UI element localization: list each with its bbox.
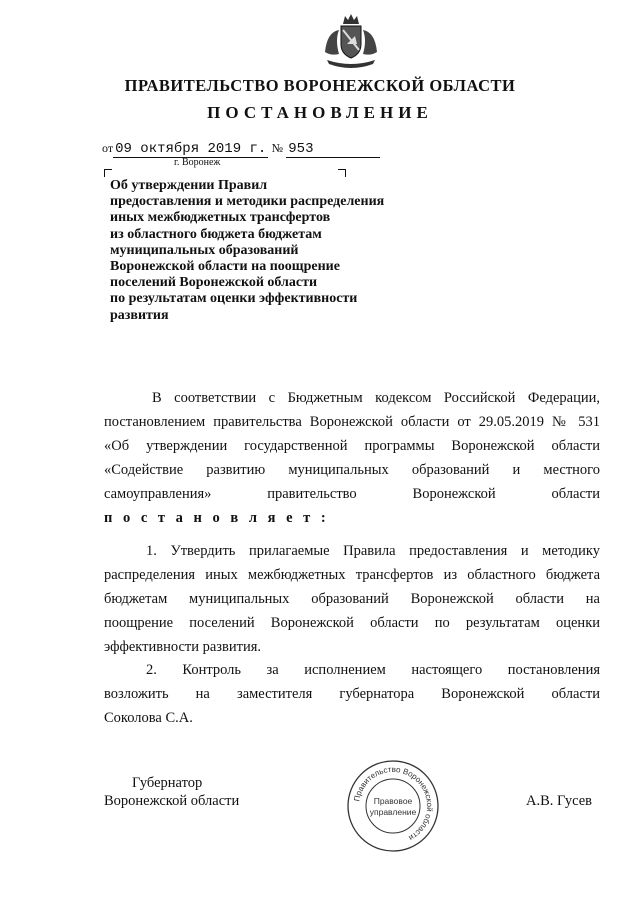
item-2-line: 2. Контроль за исполнением настоящего постановления bbox=[146, 662, 600, 678]
item-1-paragraph bbox=[104, 540, 600, 660]
position-line: Губернатор bbox=[132, 775, 203, 791]
item-2-line: возложить на заместителя губернатора Воронежской области bbox=[104, 685, 600, 702]
stamp-ring-text: Правительство Воронежской области bbox=[352, 764, 435, 843]
item-2-paragraph bbox=[104, 659, 600, 731]
official-stamp bbox=[345, 758, 441, 854]
title-line: предоставления и методики распределения bbox=[110, 194, 385, 210]
position-line: Воронежской области bbox=[104, 793, 240, 809]
item-2-line: Соколова С.А. bbox=[104, 709, 193, 726]
coat-of-arms-emblem bbox=[317, 10, 385, 72]
decree-word: п о с т а н о в л я е т : bbox=[104, 509, 330, 526]
document-subject-title bbox=[110, 178, 430, 324]
title-line: из областного бюджета бюджетам bbox=[110, 226, 322, 242]
preamble-line: «Содействие развитию муниципальных образований и местного bbox=[104, 461, 600, 478]
item-1-line: 1. Утвердить прилагаемые Правила предоставления и методику bbox=[146, 543, 600, 559]
from-label: от bbox=[102, 141, 114, 155]
title-corner-right bbox=[338, 169, 346, 177]
item-1-line: распределения иных межбюджетных трансфертов из областного бюджета bbox=[104, 566, 600, 583]
title-line: развития bbox=[110, 307, 169, 323]
document-number: 953 bbox=[286, 141, 380, 158]
preamble-line: В соответствии с Бюджетным кодексом Российской Федерации, bbox=[152, 390, 600, 406]
date-number-line bbox=[102, 140, 380, 158]
number-label: № bbox=[271, 141, 284, 155]
title-line: Об утверждении Правил bbox=[110, 178, 268, 193]
item-1-line: бюджетам муниципальных образований Воронежской области на bbox=[104, 590, 600, 607]
stamp-center-line: управление bbox=[369, 807, 417, 817]
preamble-line: самоуправления» правительство Воронежской области bbox=[104, 485, 600, 502]
preamble-paragraph bbox=[104, 387, 600, 530]
title-line: по результатам оценки эффективности bbox=[110, 291, 358, 307]
title-line: муниципальных образований bbox=[110, 242, 299, 258]
title-line: Воронежской области на поощрение bbox=[110, 259, 340, 275]
title-line: иных межбюджетных трансфертов bbox=[110, 210, 331, 226]
preamble-line: постановлением правительства Воронежской области от 29.05.2019 № 531 bbox=[104, 413, 600, 430]
title-line: поселений Воронежской области bbox=[110, 275, 318, 291]
signatory-name: А.В. Гусев bbox=[526, 793, 592, 809]
signatory-position bbox=[104, 774, 239, 810]
document-date: 09 октября 2019 г. bbox=[115, 141, 267, 157]
preamble-line: «Об утверждении государственной программы Воронежской области bbox=[104, 437, 600, 454]
government-name: ПРАВИТЕЛЬСТВО ВОРОНЕЖСКОЙ ОБЛАСТИ bbox=[124, 76, 516, 95]
item-1-line: эффективности развития. bbox=[104, 638, 262, 655]
title-corner-left bbox=[104, 169, 112, 177]
document-type-title: ПОСТАНОВЛЕНИЕ bbox=[207, 103, 433, 122]
stamp-center-line: Правовое bbox=[373, 796, 413, 806]
place-of-issue: г. Воронеж bbox=[174, 157, 221, 168]
item-1-line: поощрение поселений Воронежской области по результатам оценки bbox=[104, 614, 600, 631]
